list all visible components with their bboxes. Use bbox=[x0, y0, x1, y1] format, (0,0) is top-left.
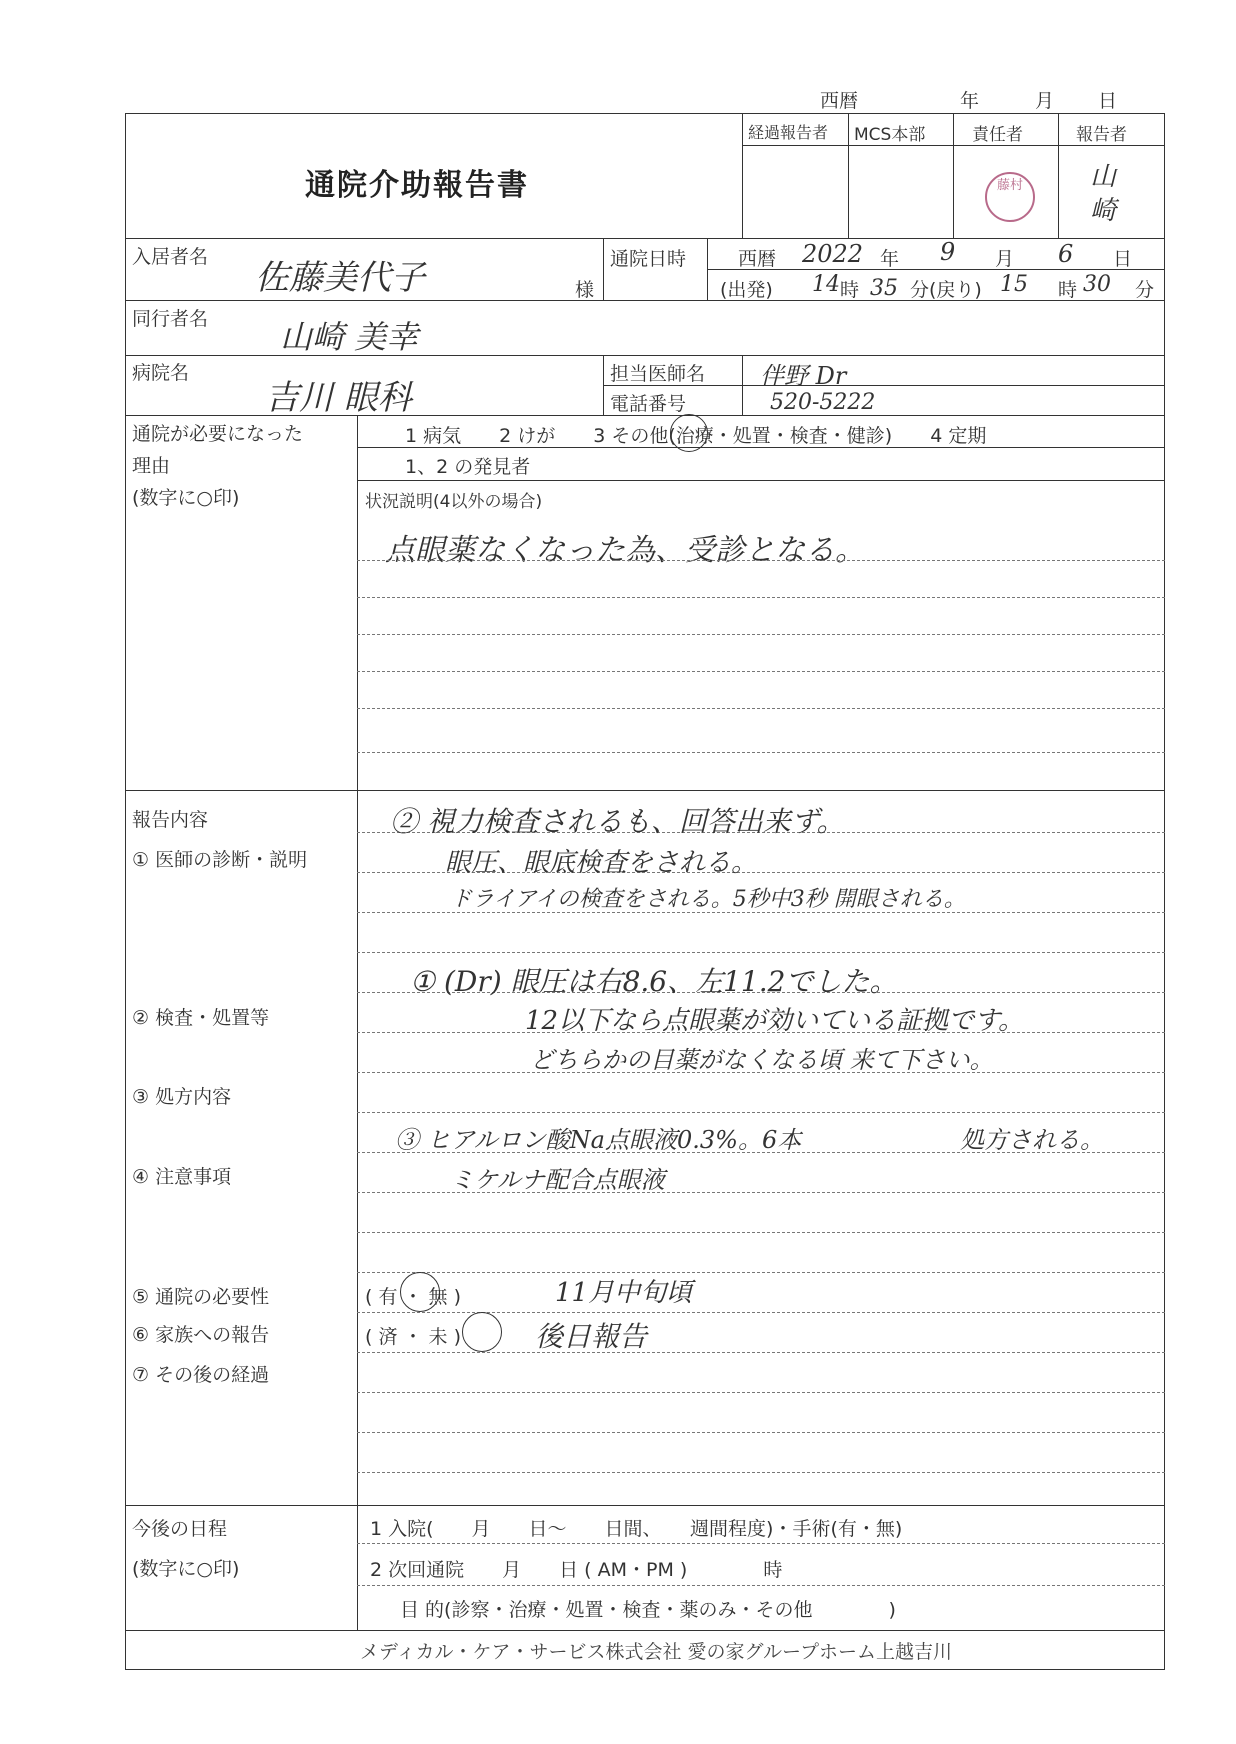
schedule-label-2: (数字に○印) bbox=[132, 1558, 240, 1580]
companion-label: 同行者名 bbox=[132, 308, 209, 330]
resident-suffix: 様 bbox=[575, 279, 595, 301]
schedule-line-3: 目 的(診察・治療・処置・検査・薬のみ・その他 ) bbox=[400, 1599, 896, 1621]
depart-minute: 35 bbox=[870, 276, 898, 301]
hospital-label: 病院名 bbox=[132, 362, 190, 384]
manager-seal-stamp: 藤村 bbox=[985, 172, 1035, 222]
return-label: 分(戻り) bbox=[910, 279, 982, 301]
date-day: 日 bbox=[1098, 90, 1118, 112]
visit-day: 6 bbox=[1058, 240, 1074, 268]
date-year: 年 bbox=[960, 90, 980, 112]
approval-col-reporter: 報告者 bbox=[1076, 125, 1127, 145]
approval-col-manager: 責任者 bbox=[972, 125, 1023, 145]
visit-label: 通院日時 bbox=[610, 248, 687, 270]
visit-month-unit: 月 bbox=[995, 248, 1015, 270]
necessity-text: 11月中旬頃 bbox=[555, 1278, 693, 1308]
reason-label-3: (数字に○印) bbox=[132, 487, 240, 509]
date-month: 月 bbox=[1035, 90, 1055, 112]
approval-col-progress: 経過報告者 bbox=[748, 123, 829, 142]
hospital-name: 吉川 眼科 bbox=[265, 378, 412, 418]
report-line-9: 処方される。 bbox=[960, 1126, 1104, 1154]
return-hour: 15 bbox=[1000, 272, 1028, 297]
necessity-options: ( 有 ・ 無 ) bbox=[365, 1286, 461, 1308]
report-line-7: ③ ヒアルロン酸Na点眼液0.3%。6本 bbox=[395, 1126, 802, 1154]
report-line-6: どちらかの目薬がなくなる頃 来て下さい。 bbox=[530, 1046, 994, 1074]
schedule-line-1: 1 入院( 月 日〜 日間、 週間程度)・手術(有・無) bbox=[370, 1518, 903, 1540]
footer-company: メディカル・ケア・サービス株式会社 愛の家グループホーム上越吉川 bbox=[360, 1641, 953, 1663]
schedule-label-1: 今後の日程 bbox=[132, 1518, 228, 1540]
report-item-6: ⑥ 家族への報告 bbox=[132, 1324, 270, 1346]
visit-year-unit: 年 bbox=[880, 248, 900, 270]
report-item-3: ③ 処方内容 bbox=[132, 1086, 232, 1108]
report-line-2: 眼圧、眼底検査をされる。 bbox=[445, 848, 758, 878]
reason-label-1: 通院が必要になった bbox=[132, 423, 304, 445]
discoverer-label: 1、2 の発見者 bbox=[405, 456, 531, 478]
report-line-5: 12以下なら点眼薬が効いている証拠です。 bbox=[525, 1006, 1025, 1036]
report-item-4: ④ 注意事項 bbox=[132, 1166, 232, 1188]
situation-text: 点眼薬なくなった為、受診となる。 bbox=[385, 533, 865, 568]
phone-label: 電話番号 bbox=[610, 393, 687, 415]
report-label: 報告内容 bbox=[132, 809, 209, 831]
report-line-1: ② 視力検査されるも、回答出来ず。 bbox=[390, 805, 845, 838]
visit-era: 西暦 bbox=[738, 248, 777, 270]
return-minute: 30 bbox=[1083, 272, 1111, 297]
return-minute-unit: 分 bbox=[1135, 279, 1155, 301]
situation-label: 状況説明(4以外の場合) bbox=[365, 492, 543, 512]
doctor-label: 担当医師名 bbox=[610, 363, 706, 385]
depart-label: (出発) bbox=[720, 279, 773, 301]
report-item-7: ⑦ その後の経過 bbox=[132, 1364, 270, 1386]
family-options: ( 済 ・ 未 ) bbox=[365, 1326, 461, 1348]
report-item-1: ① 医師の診断・説明 bbox=[132, 849, 308, 871]
return-hour-unit: 時 bbox=[1058, 279, 1078, 301]
approval-col-mcs: MCS本部 bbox=[854, 125, 926, 145]
date-era: 西暦 bbox=[820, 90, 859, 112]
family-not-yet-circle bbox=[462, 1312, 502, 1352]
reporter-signature: 山崎 bbox=[1090, 162, 1117, 226]
companion-name: 山崎 美幸 bbox=[280, 318, 419, 356]
family-text: 後日報告 bbox=[535, 1320, 648, 1353]
report-item-5: ⑤ 通院の必要性 bbox=[132, 1286, 270, 1308]
report-line-8: ミケルナ配合点眼液 bbox=[450, 1166, 665, 1194]
report-line-4: ① (Dr) 眼圧は右8.6、左11.2でした。 bbox=[410, 965, 898, 998]
schedule-line-2: 2 次回通院 月 日 ( AM・PM ) 時 bbox=[370, 1559, 783, 1581]
phone-number: 520-5222 bbox=[770, 390, 876, 415]
doctor-name: 伴野 Dr bbox=[760, 362, 847, 390]
necessity-yes-circle bbox=[400, 1272, 440, 1312]
resident-label: 入居者名 bbox=[132, 246, 209, 268]
visit-month: 9 bbox=[940, 238, 956, 266]
depart-hour-unit: 時 bbox=[840, 279, 860, 301]
visit-day-unit: 日 bbox=[1113, 248, 1133, 270]
form-title: 通院介助報告書 bbox=[305, 168, 529, 203]
report-line-3: ドライアイの検査をされる。5秒中3秒 開眼される。 bbox=[450, 887, 966, 912]
reason-label-2: 理由 bbox=[132, 455, 171, 477]
visit-year: 2022 bbox=[802, 240, 864, 268]
resident-name: 佐藤美代子 bbox=[255, 258, 425, 298]
report-item-2: ② 検査・処置等 bbox=[132, 1007, 270, 1029]
reason-options: 1 病気 2 けが 3 その他(治療・処置・検査・健診) 4 定期 bbox=[405, 425, 987, 447]
depart-hour: 14 bbox=[812, 272, 840, 297]
